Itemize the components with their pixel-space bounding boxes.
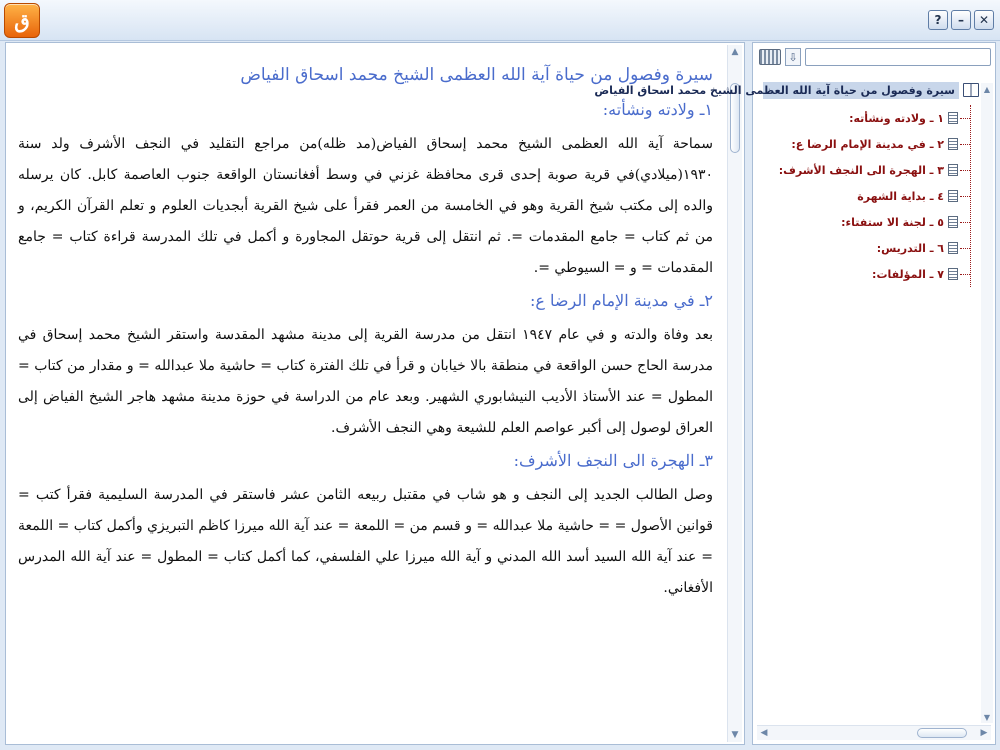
scroll-left-arrow-icon[interactable]: ◀ <box>760 728 768 738</box>
scroll-down-arrow-icon[interactable]: ▼ <box>983 712 991 722</box>
section-heading-2: ٢ـ في مدينة الإمام الرضا ع: <box>530 291 713 310</box>
minimize-button[interactable]: – <box>951 10 971 30</box>
tree-item-1[interactable] <box>759 105 970 131</box>
tree-scrollbar[interactable] <box>981 83 993 723</box>
document-icon <box>948 112 958 124</box>
content-scrollbar[interactable] <box>727 45 742 742</box>
tree-item-label: ٢ ـ في مدينة الإمام الرضا ع: <box>791 137 944 151</box>
help-button[interactable]: ? <box>928 10 948 30</box>
content-pane <box>5 42 745 745</box>
tree-item-5[interactable] <box>759 209 970 235</box>
document-icon <box>948 190 958 202</box>
tree-root[interactable] <box>594 79 979 101</box>
section-heading-3: ٣ـ الهجرة الى النجف الأشرف: <box>513 451 713 470</box>
horizontal-scroll-thumb[interactable] <box>917 728 967 738</box>
app-logo-icon[interactable] <box>4 3 40 38</box>
tree-item-label: ٦ ـ التدريس: <box>876 241 944 255</box>
tree-item-label: ٣ ـ الهجرة الى النجف الأشرف: <box>778 163 944 177</box>
tree-root-label: سيرة وفصول من حياة آية الله العظمى الشيخ محمد اسحاق الفياض <box>763 82 959 99</box>
keyboard-icon[interactable] <box>759 49 781 65</box>
side-toolbar <box>755 45 993 69</box>
contents-panel <box>594 42 996 745</box>
document-icon <box>948 164 958 176</box>
tree-horizontal-scrollbar[interactable] <box>757 725 991 740</box>
window-controls <box>928 10 994 30</box>
tree-children <box>759 105 971 287</box>
scroll-up-arrow-icon[interactable]: ▲ <box>983 84 991 94</box>
tree-item-2[interactable] <box>759 131 970 157</box>
scroll-up-arrow-icon[interactable]: ▲ <box>731 47 739 57</box>
document-icon <box>948 242 958 254</box>
close-button[interactable]: ✕ <box>974 10 994 30</box>
document-body <box>18 51 713 741</box>
section-paragraph-3: وصل الطالب الجديد إلى النجف و هو شاب في مقتبل ربيعه الثامن عشر فاستقر في المدرسة السليمية فقرأ كتب = قوانين الأصول = = حاشية ملا عبدالله = و قسم من = اللمعة = عند آية الله ميرزا كاظم التبريزي وأكمل كتاب = اللمعة = عند آية الله السيد أسد الله المدني و آية الله ميرزا علي الفلسفي، كما أكمل كتاب = المطول = عند آية الله المدرس الأفغاني. <box>18 487 713 596</box>
search-go-button[interactable]: ⇩ <box>785 48 801 66</box>
tree-item-7[interactable] <box>759 261 970 287</box>
document-icon <box>948 216 958 228</box>
section-heading-1: ١ـ ولادته ونشأته: <box>602 100 713 119</box>
tree-item-label: ٤ ـ بداية الشهرة <box>857 189 944 203</box>
side-search-input[interactable] <box>805 48 991 66</box>
document-icon <box>948 268 958 280</box>
tree-item-label: ٥ ـ لجنة الا ستفتاء: <box>841 215 944 229</box>
tree-item-label: ١ ـ ولادته ونشأته: <box>849 111 944 125</box>
tree-item-4[interactable] <box>759 183 970 209</box>
app-logo-text: ق <box>14 8 30 33</box>
section-paragraph-1: سماحة آية الله العظمى الشيخ محمد إسحاق الفياض(مد ظله)من مراجع التقليد في النجف الأشرف ولد سنة ١٩٣٠(ميلادي)في قرية صوبة إحدى قرى محافظة غزني في وسط أفغانستان الواقعة جنوب العاصمة كابل. كان يرسله والده إلى مكتب شيخ القرية وهو في الخامسة من العمر فقرأ على شيخ القرية أبجديات العلوم و تعلم القرآن الكريم، و من ثم كتاب = جامع المقدمات =. ثم انتقل إلى قرية حوتقل المجاورة و أكمل في تلك المدرسة قراءة كتاب = جامع المقدمات = و = السيوطي =. <box>18 136 713 276</box>
book-icon <box>963 83 979 97</box>
tree-item-3[interactable] <box>759 157 970 183</box>
contents-tree <box>594 79 979 287</box>
document-title: سيرة وفصول من حياة آية الله العظمى الشيخ محمد اسحاق الفياض <box>240 65 713 85</box>
tree-item-label: ٧ ـ المؤلفات: <box>872 267 944 281</box>
scroll-down-arrow-icon[interactable]: ▼ <box>731 730 739 740</box>
document-icon <box>948 138 958 150</box>
title-bar <box>0 0 1000 41</box>
tree-item-6[interactable] <box>759 235 970 261</box>
section-paragraph-2: بعد وفاة والدته و في عام ١٩٤٧ انتقل من مدرسة القرية إلى مدينة مشهد المقدسة واستقر الشيخ محمد إسحاق في مدرسة الحاج حسن الواقعة في منطقة بالا خيابان و قرأ في تلك الفترة كتاب = حاشية ملا عبدالله = و مقدار من كتاب = المطول = عند الأستاذ الأديب النيشابوري الشهير. وبعد عام من الدراسة في حوزة مدينة مشهد هاجر الشيخ الفياض إلى العراق لوصول إلى أكبر عواصم العلم للشيعة وهي النجف الأشرف. <box>18 327 714 436</box>
scroll-right-arrow-icon[interactable]: ▶ <box>980 728 988 738</box>
